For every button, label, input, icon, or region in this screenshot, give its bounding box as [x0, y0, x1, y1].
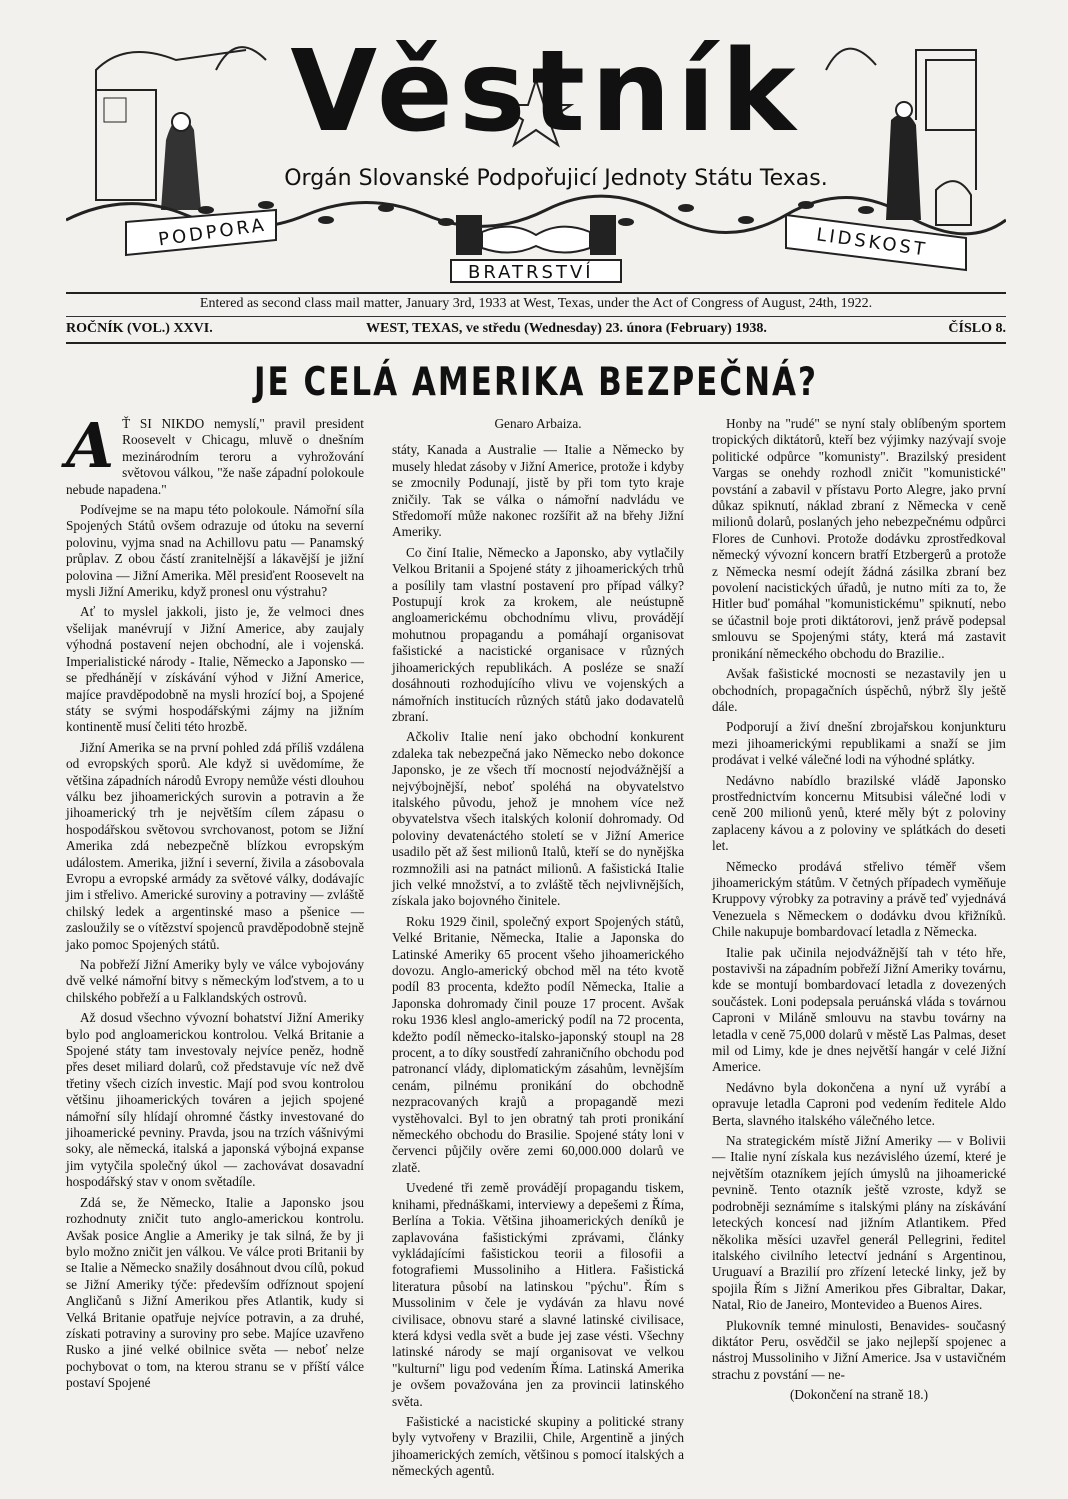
paragraph: Zdá se, že Německo, Italie a Japonsko jsou rozhodnuty zničit tuto anglo-americkou kontrolu. Avšak posice Anglie a Ameriky je tak silná, že by ji bylo možno zničit jen válkou. Ve válce proti Britanii by se Italie a Německo snažily dosáhnout dvou cílů, pokud se Jižní Ameriky týče: především odříznout spojení Angličanů s Jižní Amerikou přes Atlantik, kudy si Velká Britanie opatřuje nejvíce potravin, a za druhé, získati potraviny a suroviny pro sebe. Majíce uzavřeno Rusko a jiné velké obilnice světa — neboť nelze pochybovat o tom, na kterou stranu se v příští válce postaví Spojené — [66, 1194, 364, 1391]
entered-notice: Entered as second class mail matter, January 3rd, 1933 at West, Texas, under the Act of Congress of August, 24th, 1922. — [199, 296, 873, 311]
rule-top — [66, 292, 1006, 294]
continued-note: (Dokončení na straně 18.) — [789, 1387, 929, 1403]
paragraph: Italie pak učinila nejodvážnější tah v této hře, postavivši na západním pobřeží Jižní Ameriky továrnu, kde se montují bombardovací letadla z dovezených součástek. Loni podepsala peruánská vláda s továrnou Caproni v Miláně smlouvu na stavbu továrny na letadla v ceně 75,000 dolarů v městě Las Palmas, deset mil od Limy, kde je dnes největší hangár v celé Jižní Americe. — [712, 944, 1006, 1075]
banner-right: LIDSKOST — [815, 224, 929, 261]
paragraph: Fašistické a nacistické skupiny a politické strany byly vytvořeny v Brazilii, Chile, Argentině a jiných jihoamerických zemích, většinou s pomocí italských a německých agentů. — [392, 1413, 684, 1479]
article-headline: JE CELÁ AMERIKA BEZPEČNÁ? — [253, 360, 819, 405]
issue-volume: ROČNÍK (VOL.) XXVI. — [66, 321, 213, 336]
masthead-subtitle: Orgán Slovanské Podpořujicí Jednoty Státu Texas. — [284, 166, 828, 191]
rule-mid — [66, 316, 1006, 317]
paragraph: Honby na "rudé" se nyní staly oblíbeným sportem tropických diktátorů, kteří bez výjimky nazývají svoje politické odpůrce "komunisty". Brazilský president Vargas se onehdy rozhodl zničit "komunistické" povstání a zabavil v přístavu Porto Alegre, jako první důkaz spiknutí, náklad zbraní z Německa v ceně milionů dolarů, poslaných jeho nebezpečnému odpůrci Flores de Cunhovi. Protože dodávku zprostředkoval německý vývozní koncern bratří Etzbergerů a protože z Německa nesmí odejít žádná zásilka zbraní bez povolení nacistických úřadů, je nutno míti za to, že Hitler buď pomáhal "komunistickému" spiknutí, nebo se účastnil boje proti diktátorovi, jenž právě podepsal smlouvu se Spojenými státy, která má zastavit pronikání německého obchodu do Brazilie.. — [712, 416, 1006, 661]
banner-left: PODPORA — [157, 214, 268, 251]
building-right — [926, 60, 976, 130]
paragraph: Roku 1929 činil, společný export Spojených států, Velké Britanie, Německa, Italie a Japonska do Latinské Ameriky 65 procent všeho jihoamerického dovozu. Anglo-americký obchod měl na této kvotě podíl 83 procenta, kdežto podíl Německa, Italie a Japonska dohromady činil pouze 17 procent. Avšak roku 1936 klesl anglo-americký podíl na 72 procenta, kdežto podíl německo-italsko-japonský stoupl na 28 procent, a to díky soustředí zahraničního obchodu pod patronancí vlády, diplomatickým zásahům, levnějším cenám, pilnému pronikání do obchodně nezpracovaných krajů a propagandě mezi vystěhovalci. Byl to jen obratný tah proti pronikání německého obchodu do Brasilie. Spojené státy loni v červenci půjčily ověre zemi 60,000.000 dolarů ve zlatě. — [392, 913, 684, 1175]
rule-bottom — [66, 342, 1006, 344]
drop-cap: A — [66, 409, 115, 482]
paragraph: Nedávno nabídlo brazilské vládě Japonsko prostřednictvím koncernu Mitsubisi válečné lodi v ceně 200 milionů yenů, které měly být z poloviny zaplaceny kávou a z poloviny ve splátkách do deseti let. — [712, 772, 1006, 854]
pillar-left — [456, 215, 482, 255]
figure-right — [886, 114, 921, 220]
issue-number: ČÍSLO 8. — [948, 321, 1006, 336]
paragraph: Nedávno byla dokončena a nyní už vyrábí a opravuje letadla Caproni pod vedením ředitele Aldo Berta, slavného italského válečného letce. — [712, 1079, 1006, 1128]
masthead-title: Věstník — [290, 27, 802, 157]
byline: Genaro Arbaiza. — [494, 416, 582, 431]
paragraph: Ačkoliv Italie není jako obchodní konkurent zdaleka tak nebezpečná jako Německo nebo dokonce Japonsko, je ze všech tří mocností nejodvážnější a nejvýbojnější, neboť spoléhá na obyvatelstvo italského původu, jehož je mnohem více než obyvatelstva všech italských kolonií dohromady. Od poloviny devatenáctého století se v Jižní Americe usadilo pět až šest milionů Italů, kteří se do nynějška rozmnožili asi na patnáct milionů. A fašistická Italie jich velké množství, a to zvláště těch nejvlivnějších, získala jako bojovného činitele. — [392, 729, 684, 909]
paragraph: Až dosud všechno vývozní bohatství Jižní Ameriky bylo pod angloamerickou kontrolou. Velká Britanie a Spojené státy tam investovaly nejvíce peněz, hodně přes deset miliard dolarů, což představuje víc než dvě třetiny všech cizích investic. Mají pod svou kontrolou většinu jihoamerických továren a jejich spojené námořní síly hlídají ohromné částky investované do jihoamerické pevniny. Pravda, jsou na trzích vášnivými soky, ale německá, italská a japonská výbojná expanse jim vytyčila společný úkol — zachovávat dosavadní hospodářský stav v onom světadíle. — [66, 1010, 364, 1190]
paragraph: Na pobřeží Jižní Ameriky byly ve válce vybojovány dvě velké námořní bitvy s německým loďstvem, a to u chilského pobřeží a u Falklandských ostrovů. — [66, 957, 364, 1005]
paragraph: Podporují a živí dnešní zbrojařskou konjunkturu mezi jihoamerickými republikami a snaží se jim prodávat i velké válečné lodi na výhodné splátky. — [712, 719, 1006, 768]
paragraph: Podívejme se na mapu této polokoule. Námořní síla Spojených Států ovšem odrazuje od útoku na severní polovinu, vyjma snad na Achillovu patu — Panamský průplav. Z obou částí zranitelnější a lákavější je jižní polovina — Jižní Amerika. Měl presiďent Roosevelt na mysli Jižní Ameriku, když pronesl onu výstrahu? — [66, 502, 364, 600]
paragraph: Co činí Italie, Německo a Japonsko, aby vytlačily Velkou Britanii a Spojené státy z jihoamerických trhů a posílily tam vlastní postavení pro případ války? Postupují krok za krokem, ale neústupně angloamerickému obchodnímu vlivu, provádějí mohutnou propagandu a pomáhají organisovat fašistické a nacistické organisace v různých jihoamerických republikách. A posléze se snaží dosáhnouti rozhodujícího vlivu ve vojenských a námořních institucích různých států jako dodavatelů zbraní. — [392, 544, 684, 724]
paragraph: Na strategickém místě Jižní Ameriky — v Bolivii — Italie nyní získala kus nezávislého území, které je největším otazníkem jejích úmyslů na jihoamerické pevnině. Tento otazník ještě vzroste, když se podrobněji seznámíme s italskými plány na získávání leteckých koncesí nad jižním Atlantikem. Před několika měsíci uzavřel generál Pellegrini, ředitel italského civilního letectví jednání s Argentinou, Uruguaví a Brazilií pro zřízení letecké linky, jež by spojila Řím s Jižní Amerikou přes Gibraltar, Dakar, Natal, Rio de Janeiro, Montevideo a Buenos Aires. — [712, 1133, 1006, 1313]
masthead — [66, 10, 1006, 288]
paragraph: Avšak fašistické mocnosti se nezastavily jen u obchodních, propagačních úspěchů, nýbrž šly ještě dále. — [712, 666, 1006, 714]
paragraph: Uvedené tři země provádějí propagandu tiskem, knihami, přednáškami, interviewy a depešemi z Říma, Berlína a Tokia. Většina jihoamerických deníků je zaplavována fašistickými zprávami, články vykládajícími fašistickou teorii a filosofii a fotografiemi Mussoliniho a Hitlera. Fašistická literatura působí na latinskou "pýchu". Řím s Mussolinim v čele je vydáván za hlavu nové civilisace, obnovu staré a slavné latinské civilisace, která kdysi vedla svět a bude jej zase vésti. Všechny latinské národy se mají organisovat ve velkou "kulturní" ligu pod vedením Říma. Latinská Amerika je ovšem považována jen za provincii latinského světa. — [392, 1180, 684, 1409]
paragraph: Plukovník temné minulosti, Benavides- současný diktátor Peru, osvědčil se jako nejlepší spojenec a nástroj Mussoliniho v Jižní Americe. Jsa v ustavičném strachu z povstání — ne- — [712, 1317, 1006, 1382]
issue-dateline: WEST, TEXAS, ve středu (Wednesday) 23. února (February) 1938. — [366, 321, 767, 336]
paragraph: Jižní Amerika se na první pohled zdá příliš vzdálena od evropských sporů. Ale když si uvědomíme, že většina západních národů Evropy nemůže vésti dlouhou válku bez jihoamerických surovin a potravin a že jihoamerický trh je největším cílem zápasu o hospodářskou světovou svrchovanost, potom se Jižní Amerika zdá nebezpečně blízkou evropským událostem. Amerika, jižní i severní, živila a zásobovala Evropu a evropské armády za světové války, dodávajíc jim i střelivo. Americké suroviny a potraviny — zvláště chilský ledek a argentinské maso a pšenice — zasloužily se o vítězství spojenců pravděpodobně stejně jako pomoc Spojených států. — [66, 739, 364, 952]
issue-bar — [66, 319, 1006, 339]
paragraph: Ať to myslel jakkoli, jisto je, že velmoci dnes všelijak manévrují v Jižní Americe, aby zaujaly výhodná postavení nejen obchodní, ale i vojenská. Imperialistické národy - Italie, Německo a Japonsko — se předhánějí v získávání výhod v Jižní Americe, majíce pravděpodobně na mysli hrozící boj, a Spojené státy se svými hospodářskými zájmy na jižním kontinentě musí čeliti této hrozbě. — [66, 604, 364, 735]
paragraph: A Ť SI NIKDO nemyslí," pravil president Roosevelt v Chicagu, mluvě o dnešním mezinárodním teroru a vyhrožování světovou válkou, "že naše západní polokoule nebude napadena." — [66, 409, 364, 497]
article-column-3 — [712, 416, 1006, 1404]
banner-center: BRATRSTVÍ — [468, 262, 594, 283]
article-column-2 — [392, 416, 684, 1484]
article-column-1 — [66, 409, 364, 1396]
handshake — [482, 227, 590, 253]
pillar-right — [590, 215, 616, 255]
paragraph: státy, Kanada a Australie — Italie a Německo by musely hledat zásoby v Jižní Americe, protože i kdyby se zmocnily Podunají, jistě by při tom tyto kraje zničily. Tak se válka o námořní nadvládu ve Středomoří může nakonec rozšířit až na břehy Jižní Ameriky. — [392, 442, 684, 540]
paragraph: Německo prodává střelivo téměř všem jihoamerickým státům. V četných případech vyměňuje Kruppovy výrobky za potraviny a právě teď vyjednává Venezuela s Německem o dodávku dvou křižníků. Chile nakupuje bombardovací letadla z Německa. — [712, 858, 1006, 940]
